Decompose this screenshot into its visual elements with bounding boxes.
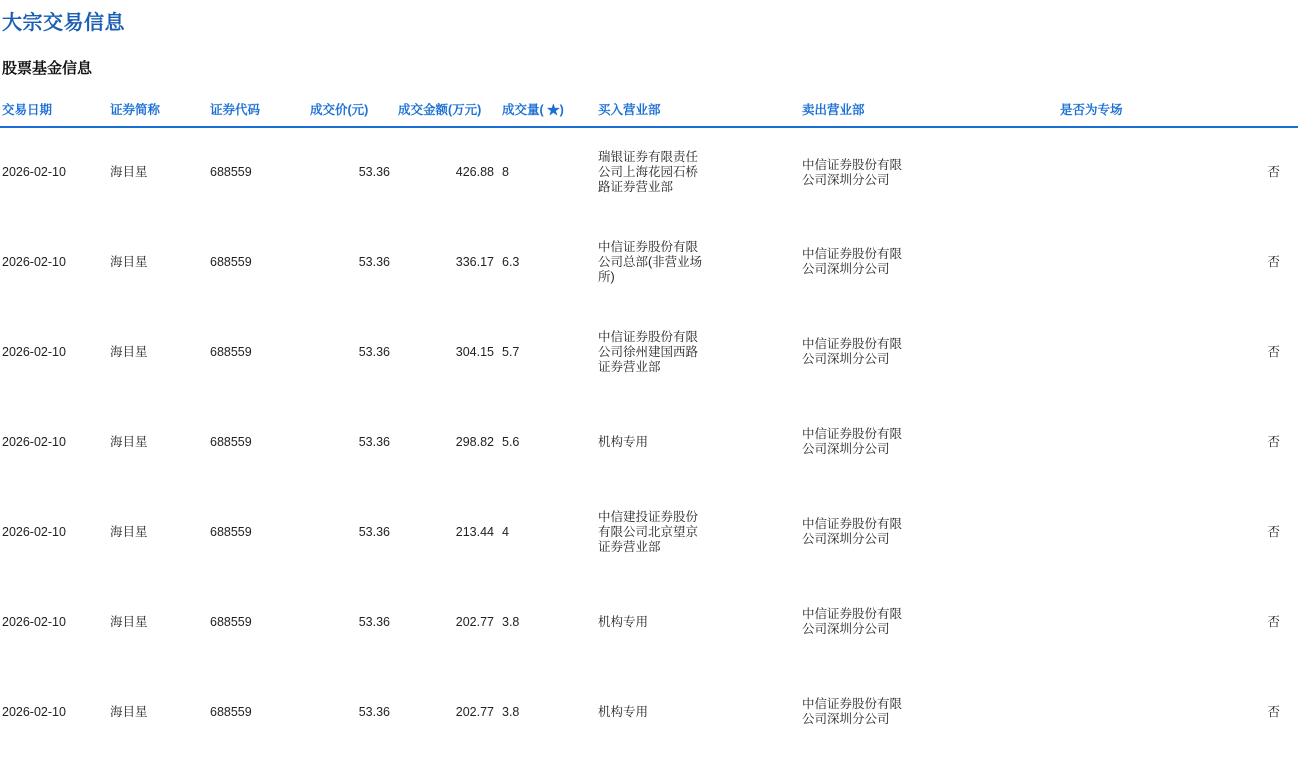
cell-special: 否 (1267, 614, 1280, 629)
cell-volume: 5.7 (502, 344, 520, 359)
cell-date: 2026-02-10 (2, 614, 66, 629)
cell-date: 2026-02-10 (2, 434, 66, 449)
block-trade-table (0, 96, 1298, 757)
cell-security-name: 海目星 (110, 165, 148, 179)
cell-seller (800, 307, 1058, 397)
cell-security-code: 688559 (210, 344, 252, 359)
cell-price: 53.36 (358, 254, 390, 269)
cell-buyer (596, 397, 800, 487)
cell-amount: 202.77 (455, 704, 494, 719)
cell-volume: 3.8 (502, 614, 520, 629)
cell-date: 2026-02-10 (2, 344, 66, 359)
cell-special: 否 (1267, 344, 1280, 359)
cell-security-code: 688559 (210, 165, 252, 179)
cell-seller (800, 397, 1058, 487)
column-header-amount[interactable]: 成交金额(万元) (396, 96, 500, 127)
cell-security-code: 688559 (210, 704, 252, 719)
cell-date: 2026-02-10 (2, 165, 66, 179)
cell-security-name: 海目星 (110, 344, 148, 359)
cell-special: 否 (1267, 524, 1280, 539)
table-header-row (0, 96, 1298, 127)
cell-special: 否 (1267, 704, 1280, 719)
page-title: 大宗交易信息 (2, 12, 125, 34)
cell-price: 53.36 (358, 704, 390, 719)
cell-security-code: 688559 (210, 524, 252, 539)
table-row (0, 487, 1298, 577)
cell-seller (800, 127, 1058, 217)
cell-seller (800, 667, 1058, 757)
table-row (0, 397, 1298, 487)
column-header-security-code[interactable]: 证券代码 (208, 96, 308, 127)
cell-special: 否 (1267, 254, 1280, 269)
cell-volume: 4 (502, 524, 509, 539)
cell-seller-text: 中信证券股份有限公司深圳分公司 (802, 517, 903, 546)
cell-security-name: 海目星 (110, 434, 148, 449)
cell-seller-text: 中信证券股份有限公司深圳分公司 (802, 157, 903, 187)
cell-buyer-text: 中信证券股份有限公司徐州建国西路证券营业部 (598, 329, 699, 374)
column-header-date[interactable]: 交易日期 (0, 96, 108, 127)
table-row (0, 307, 1298, 397)
cell-seller-text: 中信证券股份有限公司深圳分公司 (802, 427, 903, 456)
column-header-price[interactable]: 成交价(元) (308, 96, 396, 127)
cell-price: 53.36 (358, 524, 390, 539)
cell-date: 2026-02-10 (2, 254, 66, 269)
cell-buyer-text: 机构专用 (598, 614, 649, 629)
cell-price: 53.36 (358, 434, 390, 449)
column-header-volume[interactable]: 成交量( ★) (500, 96, 596, 127)
cell-amount: 298.82 (455, 434, 494, 449)
cell-seller-text: 中信证券股份有限公司深圳分公司 (802, 607, 903, 636)
cell-seller-text: 中信证券股份有限公司深圳分公司 (802, 697, 903, 726)
cell-volume: 5.6 (502, 434, 520, 449)
cell-security-code: 688559 (210, 614, 252, 629)
cell-buyer (596, 217, 800, 307)
cell-security-name: 海目星 (110, 614, 148, 629)
cell-amount: 202.77 (455, 614, 494, 629)
cell-buyer (596, 487, 800, 577)
cell-buyer-text: 机构专用 (598, 434, 649, 449)
cell-price: 53.36 (358, 614, 390, 629)
cell-date: 2026-02-10 (2, 704, 66, 719)
column-header-security-name[interactable]: 证券简称 (108, 96, 208, 127)
cell-seller-text: 中信证券股份有限公司深圳分公司 (802, 247, 903, 276)
cell-seller (800, 577, 1058, 667)
cell-amount: 426.88 (455, 165, 494, 179)
cell-seller (800, 217, 1058, 307)
cell-price: 53.36 (358, 344, 390, 359)
cell-date: 2026-02-10 (2, 524, 66, 539)
table-body (0, 127, 1298, 757)
cell-buyer-text: 机构专用 (598, 704, 649, 719)
cell-security-name: 海目星 (110, 524, 148, 539)
cell-security-code: 688559 (210, 254, 252, 269)
table-row (0, 217, 1298, 307)
cell-buyer (596, 127, 800, 217)
cell-volume: 6.3 (502, 254, 520, 269)
cell-volume: 3.8 (502, 704, 520, 719)
cell-buyer-text: 中信证券股份有限公司总部(非营业场所) (598, 239, 703, 284)
column-header-seller[interactable]: 卖出营业部 (800, 96, 1058, 127)
section-title: 股票基金信息 (2, 60, 93, 77)
cell-seller (800, 487, 1058, 577)
cell-security-name: 海目星 (110, 704, 148, 719)
cell-buyer-text: 瑞银证券有限责任公司上海花园石桥路证券营业部 (598, 150, 699, 194)
cell-buyer-text: 中信建投证券股份有限公司北京望京证券营业部 (598, 509, 699, 554)
cell-buyer (596, 667, 800, 757)
column-header-buyer[interactable]: 买入营业部 (596, 96, 800, 127)
cell-amount: 336.17 (455, 254, 494, 269)
cell-amount: 304.15 (455, 344, 494, 359)
cell-price: 53.36 (358, 165, 390, 179)
cell-special: 否 (1267, 165, 1280, 179)
block-trade-page (0, 6, 1280, 757)
cell-buyer (596, 577, 800, 667)
cell-amount: 213.44 (455, 524, 494, 539)
table-row (0, 127, 1298, 217)
cell-seller-text: 中信证券股份有限公司深圳分公司 (802, 337, 903, 366)
cell-buyer (596, 307, 800, 397)
table-header (0, 96, 1298, 127)
table-row (0, 577, 1298, 667)
cell-security-code: 688559 (210, 434, 252, 449)
cell-security-name: 海目星 (110, 254, 148, 269)
table-row (0, 667, 1298, 757)
cell-volume: 8 (502, 165, 509, 179)
cell-special: 否 (1267, 434, 1280, 449)
column-header-special[interactable]: 是否为专场 (1058, 96, 1298, 127)
